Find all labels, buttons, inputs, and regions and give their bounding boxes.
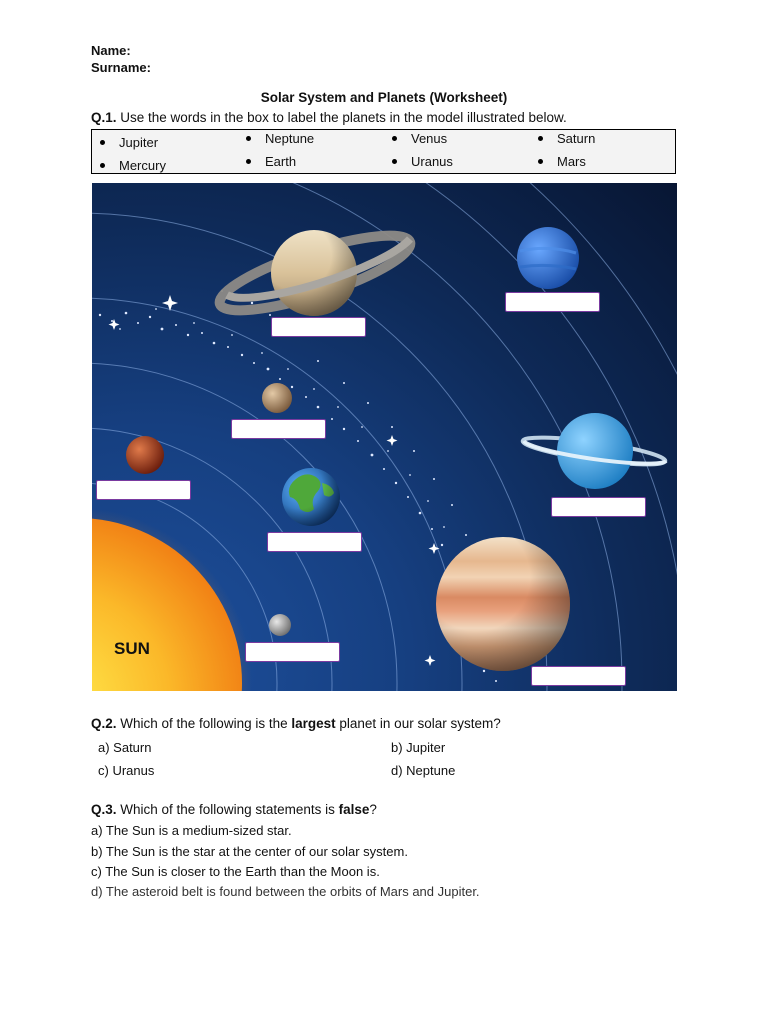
jupiter-planet bbox=[436, 537, 570, 671]
bullet-icon bbox=[538, 136, 543, 141]
sun-label: SUN bbox=[114, 639, 150, 658]
bullet-icon bbox=[246, 136, 251, 141]
earth-answer-box[interactable] bbox=[267, 532, 362, 552]
question-3-emphasis: false bbox=[338, 802, 370, 817]
question-3-statement[interactable]: b) The Sun is the star at the center of our solar system. bbox=[91, 844, 408, 859]
question-2-option[interactable]: b) Jupiter bbox=[391, 740, 446, 755]
question-3-statement[interactable]: a) The Sun is a medium-sized star. bbox=[91, 823, 292, 838]
solar-system-art bbox=[92, 183, 677, 691]
neptune-planet bbox=[517, 227, 579, 289]
word-bank-item: Uranus bbox=[392, 154, 453, 169]
word-bank-item: Earth bbox=[246, 154, 296, 169]
word-bank-item: Neptune bbox=[246, 131, 314, 146]
saturn-answer-box[interactable] bbox=[271, 317, 366, 337]
word-bank-item: Venus bbox=[392, 131, 447, 146]
question-2: Q.2. Which of the following is the largest planet in our solar system? bbox=[91, 716, 501, 731]
question-2-option[interactable]: d) Neptune bbox=[391, 763, 456, 778]
bullet-icon bbox=[392, 159, 397, 164]
question-2-number: Q.2. bbox=[91, 716, 117, 731]
bullet-icon bbox=[392, 136, 397, 141]
question-3-statement[interactable]: d) The asteroid belt is found between the orbits of Mars and Jupiter. bbox=[91, 884, 480, 899]
bullet-icon bbox=[100, 163, 105, 168]
bullet-icon bbox=[246, 159, 251, 164]
question-1-text: Use the words in the box to label the planets in the model illustrated below. bbox=[116, 110, 567, 125]
neptune-answer-box[interactable] bbox=[505, 292, 600, 312]
bullet-icon bbox=[100, 140, 105, 145]
mercury-answer-box[interactable] bbox=[245, 642, 340, 662]
question-1 bbox=[91, 110, 567, 125]
jupiter-answer-box[interactable] bbox=[531, 666, 626, 686]
word-bank bbox=[91, 129, 676, 174]
word-bank-item: Mercury bbox=[100, 158, 166, 173]
venus-answer-box[interactable] bbox=[231, 419, 326, 439]
mars-answer-box[interactable] bbox=[96, 480, 191, 500]
question-3-number: Q.3. bbox=[91, 802, 117, 817]
uranus-planet bbox=[521, 413, 666, 489]
mercury-planet bbox=[269, 614, 291, 636]
question-2-option[interactable]: a) Saturn bbox=[98, 740, 152, 755]
word-bank-item: Jupiter bbox=[100, 135, 158, 150]
worksheet-title: Solar System and Planets (Worksheet) bbox=[260, 90, 508, 105]
word-bank-item: Saturn bbox=[538, 131, 595, 146]
solar-system-illustration bbox=[92, 183, 677, 691]
bullet-icon bbox=[538, 159, 543, 164]
name-label: Name: bbox=[91, 43, 131, 58]
saturn-planet bbox=[213, 221, 417, 325]
surname-label: Surname: bbox=[91, 60, 151, 75]
word-bank-item: Mars bbox=[538, 154, 586, 169]
question-2-option[interactable]: c) Uranus bbox=[98, 763, 155, 778]
earth-planet bbox=[282, 468, 340, 526]
mars-planet bbox=[126, 436, 164, 474]
question-3: Q.3. Which of the following statements is false? bbox=[91, 802, 377, 817]
question-3-statement[interactable]: c) The Sun is closer to the Earth than the Moon is. bbox=[91, 864, 380, 879]
venus-planet bbox=[262, 383, 292, 413]
question-2-emphasis: largest bbox=[291, 716, 336, 731]
uranus-answer-box[interactable] bbox=[551, 497, 646, 517]
question-1-number: Q.1. bbox=[91, 110, 117, 125]
